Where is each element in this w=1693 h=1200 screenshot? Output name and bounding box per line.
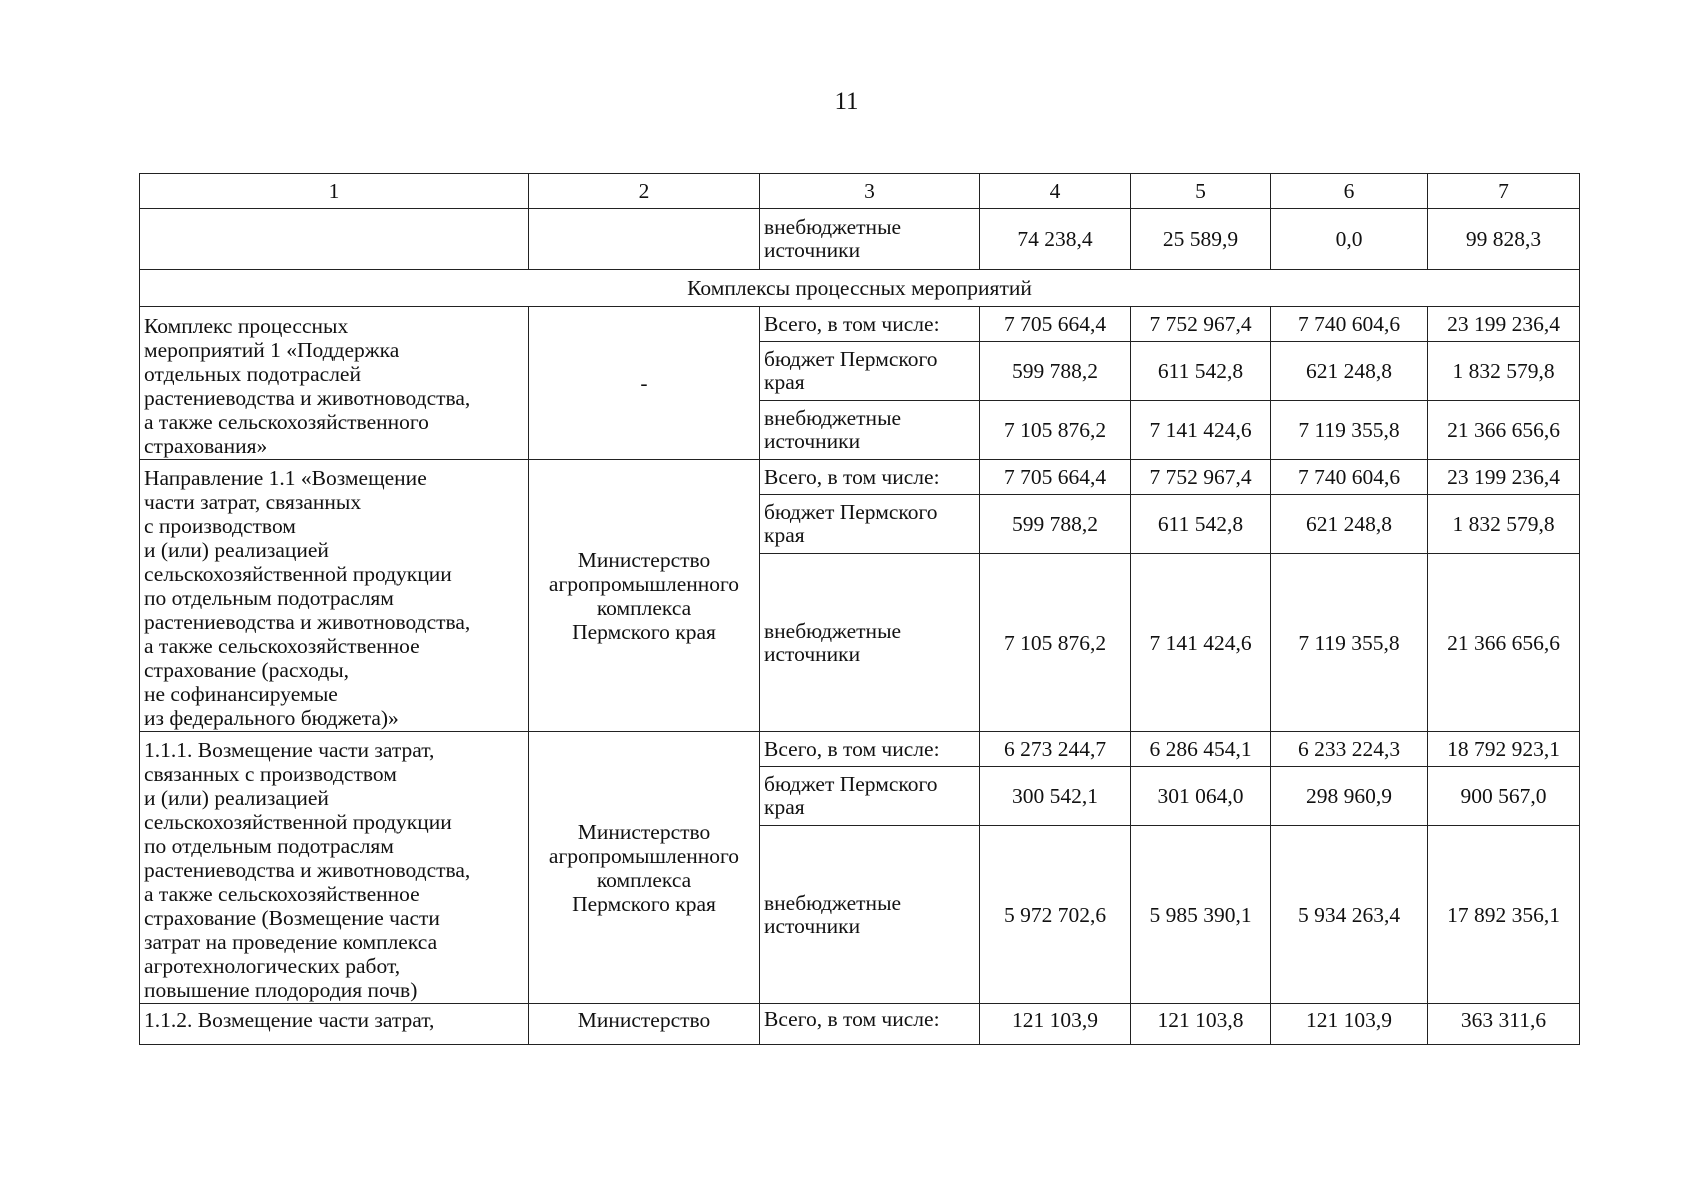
value-cell: 0,0 (1271, 209, 1428, 270)
column-header: 2 (529, 174, 760, 209)
value-cell: 7 119 355,8 (1271, 554, 1428, 732)
funding-source-label: внебюджетные источники (764, 406, 902, 453)
page-number: 11 (834, 88, 859, 115)
table-row (140, 307, 1580, 342)
activity-description-cell (140, 460, 529, 732)
column-number-header-row (140, 174, 1580, 209)
responsible-cell (529, 732, 760, 1004)
column-header: 6 (1271, 174, 1428, 209)
funding-source-label: Всего, в том числе: (764, 1007, 940, 1031)
value-cell: 99 828,3 (1428, 209, 1580, 270)
column-header: 7 (1428, 174, 1580, 209)
value-cell: 599 788,2 (980, 495, 1131, 554)
funding-source-label: внебюджетные источники (764, 890, 902, 938)
value-cell: 7 740 604,6 (1271, 460, 1428, 495)
empty-cell (140, 209, 529, 270)
value-cell: 300 542,1 (980, 767, 1131, 826)
responsible-cell (529, 307, 760, 460)
value-cell: 7 105 876,2 (980, 554, 1131, 732)
table-row (140, 1004, 1580, 1045)
funding-source-cell (760, 495, 980, 554)
value-cell: 17 892 356,1 (1428, 826, 1580, 1004)
table-row (140, 209, 1580, 270)
funding-source-label: Всего, в том числе: (764, 736, 940, 761)
column-header: 3 (760, 174, 980, 209)
funding-source-cell (760, 209, 980, 270)
value-cell: 611 542,8 (1131, 342, 1271, 401)
value-cell: 6 233 224,3 (1271, 732, 1428, 767)
value-cell: 21 366 656,6 (1428, 554, 1580, 732)
responsible-cell (529, 460, 760, 732)
activity-description: Комплекс процессных мероприятий 1 «Поддержка отдельных подотраслей растениеводства и животноводства, а также сельскохозяйственного страхования» (144, 313, 471, 458)
value-cell: 21 366 656,6 (1428, 401, 1580, 460)
funding-source-label: внебюджетные источники (764, 215, 902, 262)
activity-description-cell (140, 307, 529, 460)
value-cell: 611 542,8 (1131, 495, 1271, 554)
funding-source-label: бюджет Пермского края (764, 500, 938, 547)
value-cell: 301 064,0 (1131, 767, 1271, 826)
table-row (140, 732, 1580, 767)
column-header: 1 (140, 174, 529, 209)
value-cell: 18 792 923,1 (1428, 732, 1580, 767)
value-cell: 7 105 876,2 (980, 401, 1131, 460)
responsible-executor: - (640, 371, 648, 395)
value-cell: 298 960,9 (1271, 767, 1428, 826)
activity-description: 1.1.2. Возмещение части затрат, (144, 1008, 435, 1032)
responsible-cell (529, 1004, 760, 1045)
value-cell: 7 119 355,8 (1271, 401, 1428, 460)
value-cell: 25 589,9 (1131, 209, 1271, 270)
value-cell: 621 248,8 (1271, 342, 1428, 401)
value-cell: 23 199 236,4 (1428, 307, 1580, 342)
funding-source-label: Всего, в том числе: (764, 464, 940, 489)
activity-description: 1.1.1. Возмещение части затрат, связанных с производством и (или) реализацией сельскохозяйственной продукции по отдельным подотраслям растениеводства и животноводства, а также сельскохозяйственное страхование (Возмещение части затрат на проведение комплекса агротехнологических работ, повышение плодородия почв) (144, 738, 471, 1002)
value-cell: 5 934 263,4 (1271, 826, 1428, 1004)
funding-source-cell (760, 732, 980, 767)
funding-source-label: бюджет Пермского края (764, 772, 938, 819)
value-cell: 7 141 424,6 (1131, 401, 1271, 460)
empty-cell (529, 209, 760, 270)
value-cell: 7 705 664,4 (980, 307, 1131, 342)
funding-source-cell (760, 826, 980, 1004)
activity-description-cell (140, 1004, 529, 1045)
value-cell: 74 238,4 (980, 209, 1131, 270)
value-cell: 23 199 236,4 (1428, 460, 1580, 495)
responsible-executor: Министерство (577, 1008, 711, 1032)
funding-source-label: бюджет Пермского края (764, 347, 938, 394)
funding-source-cell (760, 401, 980, 460)
value-cell: 7 141 424,6 (1131, 554, 1271, 732)
value-cell: 6 273 244,7 (980, 732, 1131, 767)
value-cell: 7 752 967,4 (1131, 307, 1271, 342)
funding-source-cell (760, 767, 980, 826)
budget-table (139, 173, 1580, 1045)
value-cell: 621 248,8 (1271, 495, 1428, 554)
value-cell: 121 103,9 (980, 1004, 1131, 1045)
section-row (140, 270, 1580, 307)
value-cell: 6 286 454,1 (1131, 732, 1271, 767)
value-cell: 5 985 390,1 (1131, 826, 1271, 1004)
value-cell: 7 752 967,4 (1131, 460, 1271, 495)
value-cell: 900 567,0 (1428, 767, 1580, 826)
value-cell: 121 103,8 (1131, 1004, 1271, 1045)
funding-source-label: Всего, в том числе: (764, 311, 940, 336)
funding-source-label: внебюджетные источники (764, 618, 902, 666)
responsible-executor: Министерство агропромышленного комплекса Пермского края (548, 547, 740, 644)
value-cell: 121 103,9 (1271, 1004, 1428, 1045)
funding-source-cell (760, 554, 980, 732)
value-cell: 363 311,6 (1428, 1004, 1580, 1045)
value-cell: 599 788,2 (980, 342, 1131, 401)
funding-source-cell (760, 307, 980, 342)
activity-description: Направление 1.1 «Возмещение части затрат, связанных с производством и (или) реализацией сельскохозяйственной продукции по отдельным подотраслям растениеводства и животноводства, а также сельскохозяйственное страхование (расходы, не софинансируемые из федерального бюджета)» (144, 466, 471, 730)
table-row (140, 460, 1580, 495)
value-cell: 1 832 579,8 (1428, 495, 1580, 554)
value-cell: 1 832 579,8 (1428, 342, 1580, 401)
value-cell: 7 705 664,4 (980, 460, 1131, 495)
activity-description-cell (140, 732, 529, 1004)
funding-source-cell (760, 342, 980, 401)
value-cell: 5 972 702,6 (980, 826, 1131, 1004)
value-cell: 7 740 604,6 (1271, 307, 1428, 342)
section-title: Комплексы процессных мероприятий (140, 270, 1580, 307)
column-header: 5 (1131, 174, 1271, 209)
funding-source-cell (760, 1004, 980, 1045)
column-header: 4 (980, 174, 1131, 209)
funding-source-cell (760, 460, 980, 495)
responsible-executor: Министерство агропромышленного комплекса Пермского края (548, 819, 740, 916)
